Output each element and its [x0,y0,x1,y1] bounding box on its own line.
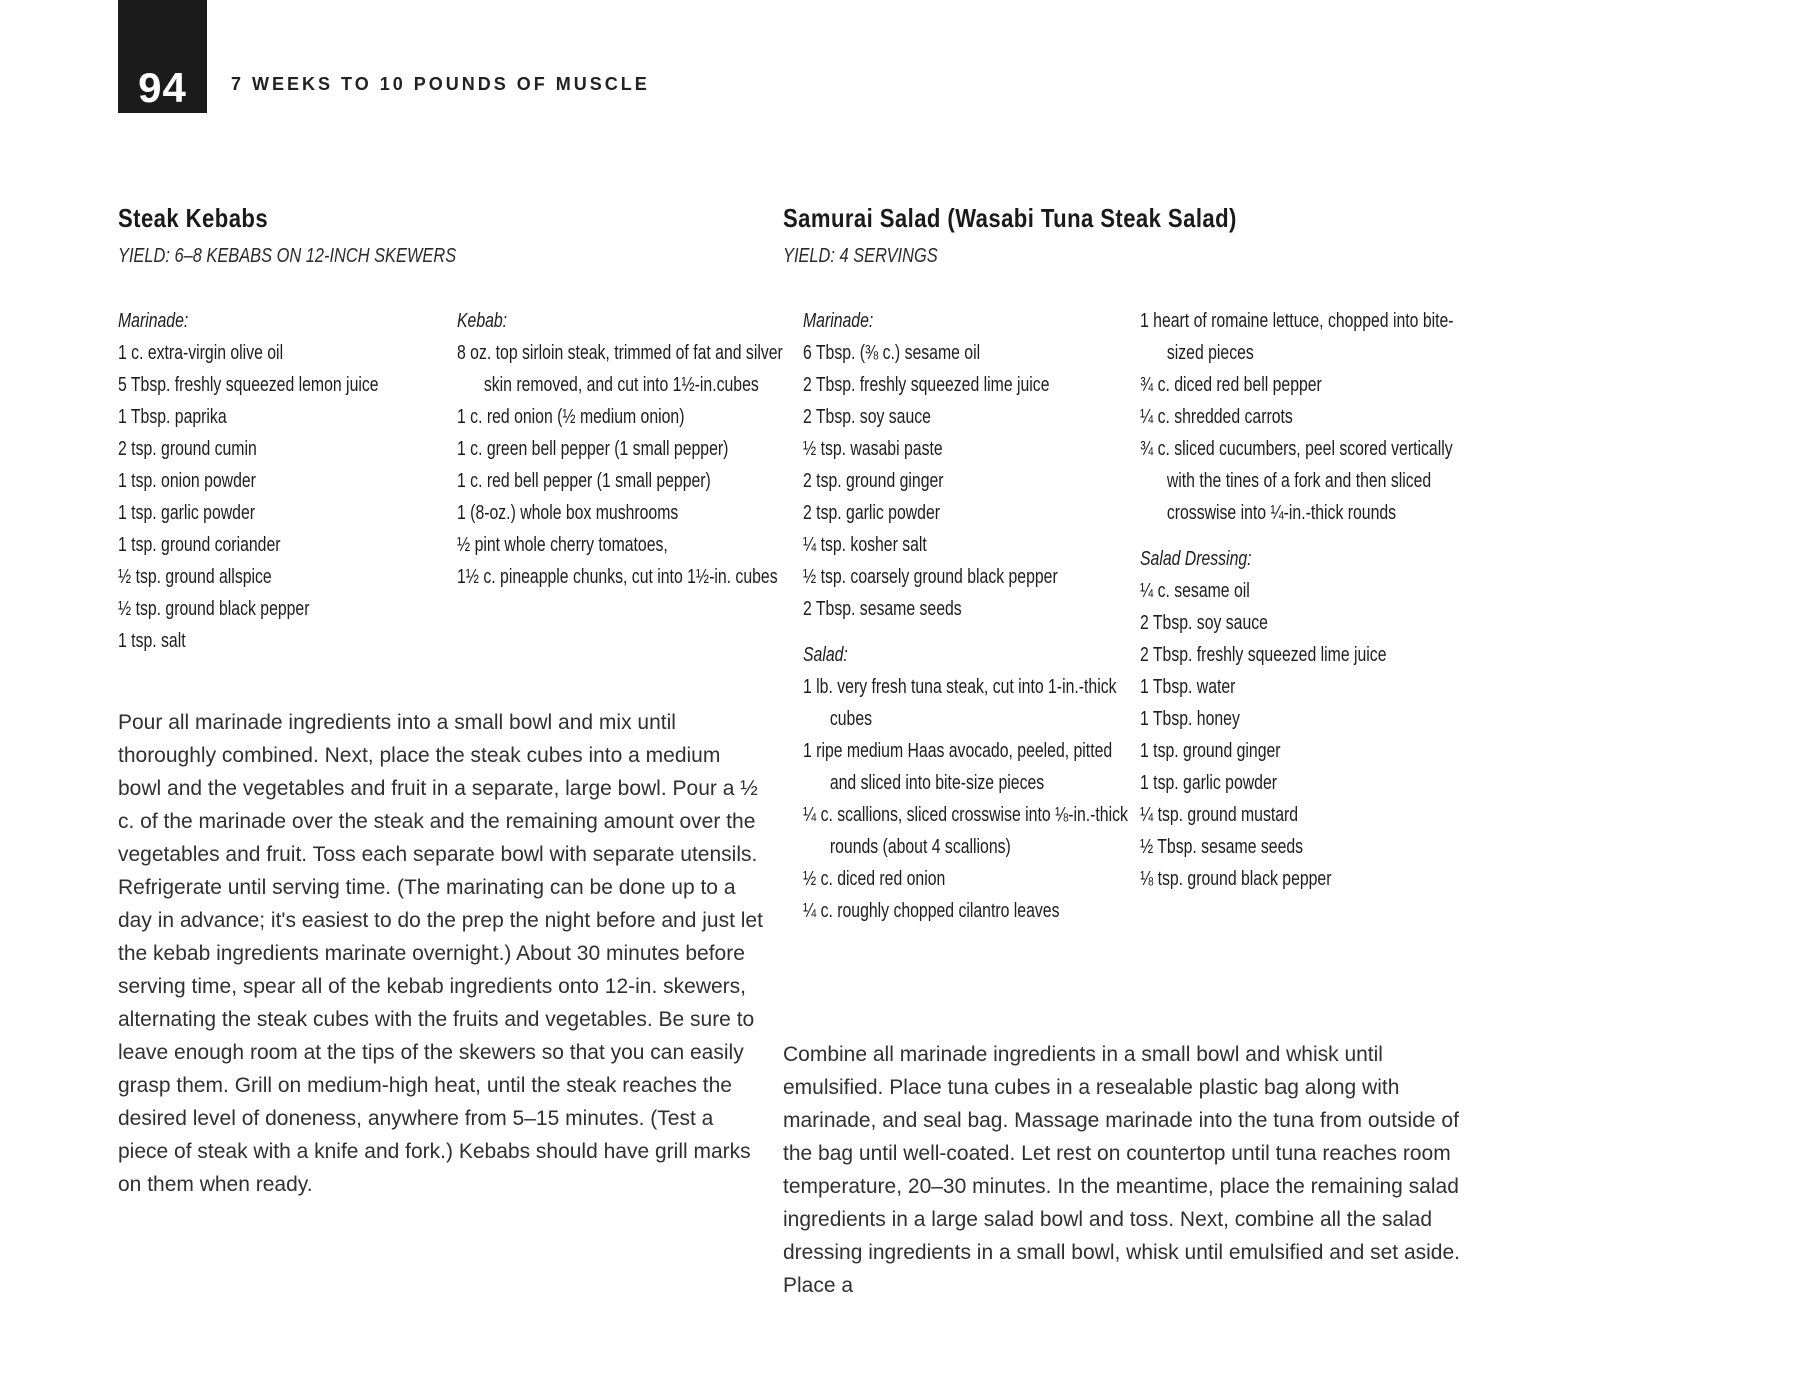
ingredient-item: 5 Tbsp. freshly squeezed lemon juice [118,374,379,396]
recipe-instructions: Combine all marinade ingredients in a small bowl and whisk until emulsified. Place tuna cubes in a resealable plastic bag along with marinade, and seal bag. Massage marinade into the tuna from outside of the bag until well-coated. Let rest on countertop until tuna reaches room temperature, 20–30 minutes. In the meantime, place the remaining salad ingredients in a large salad bowl and toss. Next, combine all the salad dressing ingredients in a small bowl, whisk until emulsified and set aside. Place a [783,1043,1461,1297]
ingredient-item: ½ tsp. ground allspice [118,566,272,588]
ingredient-item: 1 Tbsp. honey [1140,708,1240,730]
ingredient-item: 6 Tbsp. (⅜ c.) sesame oil [803,342,981,364]
recipe-title: Steak Kebabs [118,203,269,233]
ingredient-item: 2 Tbsp. freshly squeezed lime juice [1140,644,1387,666]
ingredient-item: ¼ c. shredded carrots [1140,406,1293,428]
page-number: 94 [138,64,187,111]
ingredient-item: ½ tsp. coarsely ground black pepper [803,566,1058,588]
recipe-instructions: Pour all marinade ingredients into a small bowl and mix until thoroughly combined. Next, place the steak cubes into a medium bowl and the vegetables and fruit in a separate, large bowl. Pour a ½ c. of the marinade over the steak and the remaining amount over the vegetables and fruit. Toss each separate bowl with separate utensils. Refrigerate until serving time. (The marinating can be done up to a day in advance; it's easiest to do the prep the night before and just let the kebab ingredients marinate overnight.) About 30 minutes before serving time, spear all of the kebab ingredients onto 12-in. skewers, alternating the steak cubes with the fruits and vegetables. Be sure to leave enough room at the tips of the skewers so that you can easily grasp them. Grill on medium-high heat, until the steak reaches the desired level of doneness, anywhere from 5–15 minutes. (Test a piece of steak with a knife and fork.) Kebabs should have grill marks on them when ready. [118,711,763,1196]
ingredients-column [803,305,1138,927]
ingredient-item: ¾ c. diced red bell pepper [1140,374,1322,396]
ingredient-item: ¼ c. scallions, sliced crosswise into ⅛-in.-thick rounds (about 4 scallions) [803,804,1128,858]
ingredient-item: 1 tsp. salt [118,630,186,652]
ingredient-item: 1 c. red bell pepper (1 small pepper) [457,470,711,492]
recipe-yield: YIELD: 6–8 KEBABS ON 12-INCH SKEWERS [118,245,457,267]
ingredient-section [803,305,1138,625]
ingredient-section-heading: Salad Dressing: [1140,548,1252,570]
page-number-box [118,0,207,113]
ingredient-item: 1 Tbsp. water [1140,676,1236,698]
ingredient-section [457,305,792,593]
ingredient-item: 2 tsp. ground ginger [803,470,944,492]
ingredient-section [1140,543,1475,895]
ingredient-item: ½ Tbsp. sesame seeds [1140,836,1304,858]
ingredient-item: ½ tsp. ground black pepper [118,598,310,620]
recipe-yield: YIELD: 4 SERVINGS [783,245,938,267]
ingredient-item: 8 oz. top sirloin steak, trimmed of fat and silver skin removed, and cut into 1½-in.cubes [457,342,783,396]
ingredient-section-heading: Marinade: [118,310,189,332]
ingredient-item: 1½ c. pineapple chunks, cut into 1½-in. cubes [457,566,778,588]
ingredient-item: ¼ tsp. ground mustard [1140,804,1299,826]
ingredient-item: 2 tsp. ground cumin [118,438,257,460]
ingredient-item: 2 Tbsp. freshly squeezed lime juice [803,374,1050,396]
ingredient-item: 1 heart of romaine lettuce, chopped into bite-sized pieces [1140,310,1454,364]
ingredient-item: 1 Tbsp. paprika [118,406,227,428]
ingredient-section-heading: Kebab: [457,310,508,332]
ingredient-section [118,305,453,657]
ingredients-column [1140,305,1475,895]
ingredient-item: 1 c. green bell pepper (1 small pepper) [457,438,729,460]
ingredient-item: ¼ tsp. kosher salt [803,534,927,556]
ingredient-item: ¼ c. sesame oil [1140,580,1250,602]
ingredient-item: ¼ c. roughly chopped cilantro leaves [803,900,1060,922]
ingredient-item: 1 tsp. garlic powder [118,502,256,524]
ingredient-section-heading: Salad: [803,644,848,666]
ingredient-item: ⅛ tsp. ground black pepper [1140,868,1332,890]
ingredient-item: 1 tsp. ground coriander [118,534,281,556]
ingredients-column [457,305,792,593]
ingredient-section [803,639,1138,927]
recipe-title: Samurai Salad (Wasabi Tuna Steak Salad) [783,203,1237,233]
ingredient-item: 1 tsp. ground ginger [1140,740,1281,762]
ingredient-item: ½ pint whole cherry tomatoes, [457,534,668,556]
ingredient-item: 1 (8-oz.) whole box mushrooms [457,502,679,524]
ingredient-item: 2 Tbsp. sesame seeds [803,598,962,620]
ingredient-item: ¾ c. sliced cucumbers, peel scored vertically with the tines of a fork and then sliced crosswise into ¼-in.-thick rounds [1140,438,1453,524]
ingredient-item: 2 Tbsp. soy sauce [1140,612,1268,634]
ingredient-item: 1 c. red onion (½ medium onion) [457,406,685,428]
ingredient-section-heading: Marinade: [803,310,874,332]
ingredient-item: 1 c. extra-virgin olive oil [118,342,284,364]
ingredient-item: 2 tsp. garlic powder [803,502,941,524]
ingredient-item: ½ tsp. wasabi paste [803,438,943,460]
ingredient-item: 1 ripe medium Haas avocado, peeled, pitted and sliced into bite-size pieces [803,740,1113,794]
ingredient-item: 1 tsp. garlic powder [1140,772,1278,794]
running-head: 7 WEEKS TO 10 POUNDS OF MUSCLE [231,74,650,94]
ingredient-section [1140,305,1475,529]
ingredients-column [118,305,453,657]
ingredient-item: 1 lb. very fresh tuna steak, cut into 1-in.-thick cubes [803,676,1117,730]
ingredient-item: 2 Tbsp. soy sauce [803,406,931,428]
ingredient-item: 1 tsp. onion powder [118,470,256,492]
ingredient-item: ½ c. diced red onion [803,868,946,890]
